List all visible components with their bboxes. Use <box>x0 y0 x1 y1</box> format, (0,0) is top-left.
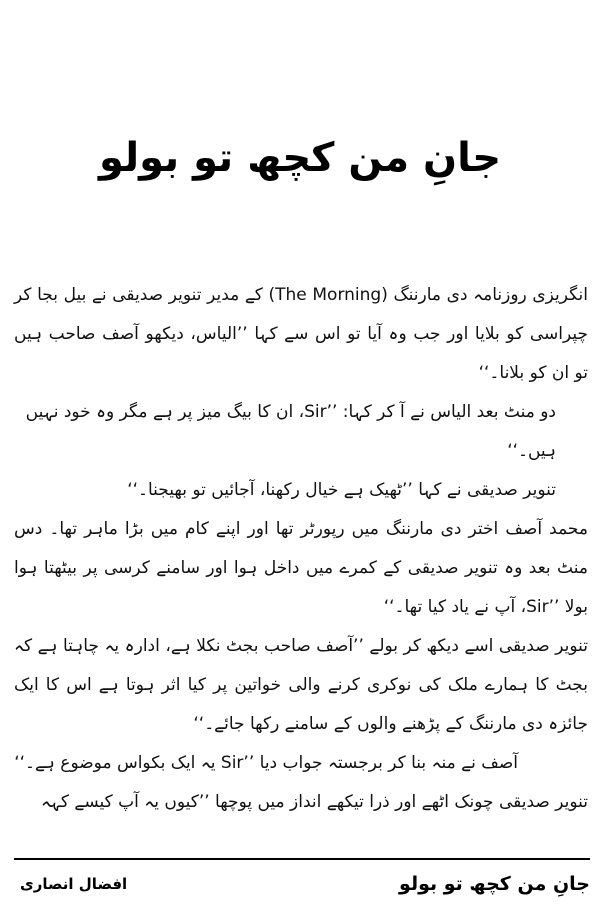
paragraph-3: تنویر صدیقی نے کہا ’’ٹھیک ہے خیال رکھنا، آجائیں تو بھیجنا۔‘‘ <box>127 480 556 500</box>
paragraph-5: تنویر صدیقی اسے دیکھ کر بولے ’’آصف صاحب بجٹ نکلا ہے، ادارہ یہ چاہتا ہے کہ بجٹ کا ہمارے ملک کی نوکری کرنے والی خواتین پر کیا اثر ہوتا ہے اس کا ایک جائزہ دی مارننگ کے پڑھنے والوں کے سامنے رکھا جائے۔‘‘ <box>14 636 588 734</box>
paragraph-1: انگریزی روزنامہ دی مارننگ (The Morning) کے مدیر تنویر صدیقی نے بیل بجا کر چپراسی کو بلایا اور جب وہ آیا تو اس سے کہا ’’الیاس، دیکھو آصف صاحب ہیں تو ان کو بلانا۔‘‘ <box>14 285 588 383</box>
footer-divider <box>14 858 590 860</box>
paragraph-7: تنویر صدیقی چونک اٹھے اور ذرا تیکھے انداز میں پوچھا ’’کیوں یہ آپ کیسے کہہ <box>40 792 588 812</box>
body-text <box>14 276 588 822</box>
paragraph-6: آصف نے منہ بنا کر برجستہ جواب دیا ’’Sir یہ ایک بکواس موضوع ہے۔‘‘ <box>14 753 518 773</box>
paragraph-4: محمد آصف اختر دی مارننگ میں رپورٹر تھا اور اپنے کام میں بڑا ماہر تھا۔ دس منٹ بعد وہ تنویر صدیقی کے کمرے میں داخل ہوا اور سامنے کرسی پر بیٹھتا ہوا بولا ’’Sir، آپ نے یاد کیا تھا۔‘‘ <box>14 519 588 617</box>
footer-author: افضال انصاری <box>20 875 128 893</box>
chapter-title: جانِ من کچھ تو بولو <box>98 135 502 181</box>
page-footer <box>14 864 590 904</box>
footer-book-title: جانِ من کچھ تو بولو <box>399 873 590 895</box>
paragraph-2: دو منٹ بعد الیاس نے آ کر کہا: ’’Sir، ان کا بیگ میز پر ہے مگر وہ خود نہیں ہیں۔‘‘ <box>25 402 556 461</box>
